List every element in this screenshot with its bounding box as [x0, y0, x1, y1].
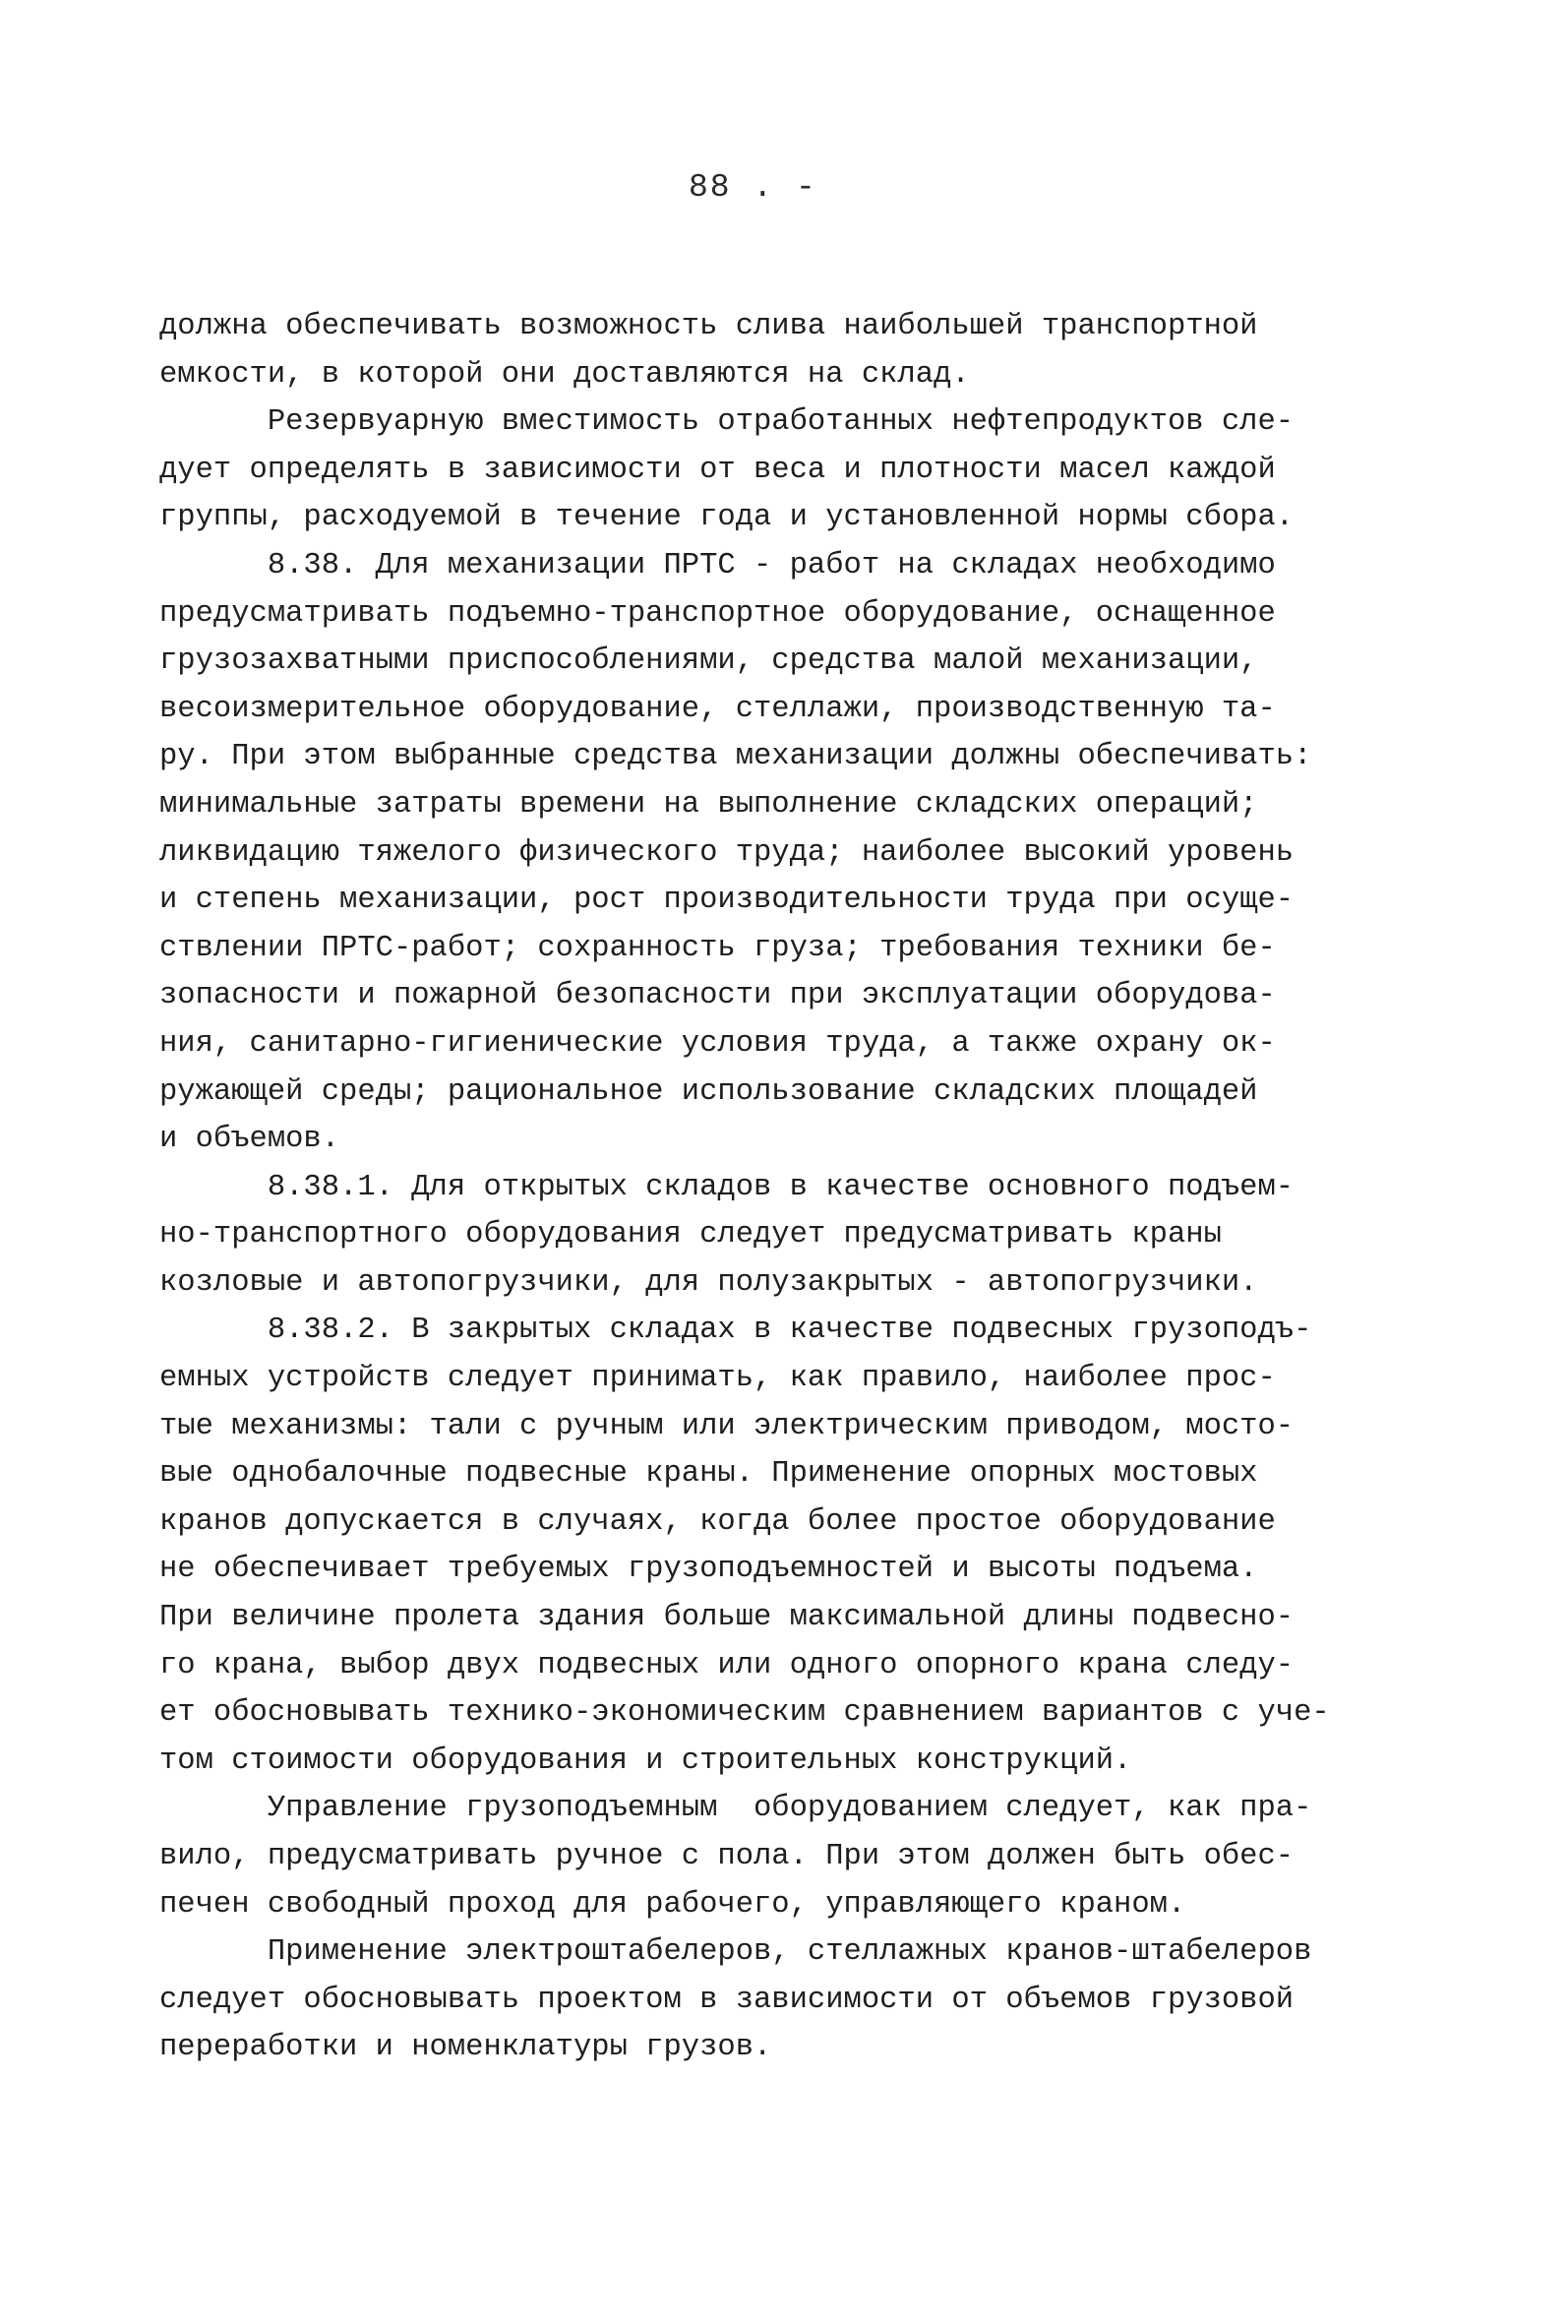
- text-line: не обеспечивает требуемых грузоподъемностей и высоты подъема.: [159, 1553, 1258, 1587]
- text-line: ружающей среды; рациональное использование складских площадей: [159, 1074, 1258, 1109]
- text-line: грузозахватными приспособлениями, средства малой механизации,: [159, 644, 1258, 679]
- text-line: следует обосновывать проектом в зависимости от объемов грузовой: [159, 1983, 1295, 2017]
- text-line: емных устройств следует принимать, как правило, наиболее прос-: [159, 1362, 1276, 1396]
- text-line: ет обосновывать технико-экономическим сравнением вариантов с уче-: [159, 1696, 1330, 1731]
- text-line: весоизмерительное оборудование, стеллажи, производственную та-: [159, 692, 1276, 726]
- text-line: зопасности и пожарной безопасности при эксплуатации оборудова-: [159, 979, 1276, 1013]
- text-line: группы, расходуемой в течение года и установленной нормы сбора.: [159, 501, 1295, 535]
- text-line: Управление грузоподъемным оборудованием следует, как пра-: [159, 1792, 1312, 1826]
- text-line: предусматривать подъемно-транспортное оборудование, оснащенное: [159, 596, 1276, 631]
- text-line: вые однобалочные подвесные краны. Применение опорных мостовых: [159, 1457, 1258, 1492]
- text-line: го крана, выбор двух подвесных или одного опорного крана следу-: [159, 1648, 1295, 1682]
- text-line: дует определять в зависимости от веса и плотности масел каждой: [159, 453, 1276, 487]
- text-line: должна обеспечивать возможность слива наибольшей транспортной: [159, 310, 1258, 343]
- text-line: 8.38. Для механизации ПРТС - работ на складах необходимо: [159, 548, 1276, 582]
- text-line: и степень механизации, рост производительности труда при осуще-: [159, 884, 1295, 918]
- text-line: ликвидацию тяжелого физического труда; наиболее высокий уровень: [159, 835, 1295, 870]
- text-line: Применение электроштабелеров, стеллажных кранов-штабелеров: [159, 1935, 1312, 1970]
- text-line: емкости, в которой они доставляются на склад.: [159, 357, 970, 392]
- text-line: козловые и автопогрузчики, для полузакрытых - автопогрузчики.: [159, 1265, 1258, 1300]
- page-number: 88 . -: [689, 169, 817, 206]
- text-line: переработки и номенклатуры грузов.: [159, 2031, 772, 2065]
- text-line: кранов допускается в случаях, когда более простое оборудование: [159, 1504, 1276, 1539]
- body-text: [159, 303, 1428, 2072]
- text-line: но-транспортного оборудования следует предусматривать краны: [159, 1218, 1222, 1253]
- text-line: и объемов.: [159, 1123, 340, 1157]
- text-line: том стоимости оборудования и строительных конструкций.: [159, 1743, 1132, 1778]
- text-line: При величине пролета здания больше максимальной длины подвесно-: [159, 1601, 1295, 1635]
- text-line: Резервуарную вместимость отработанных нефтепродуктов сле-: [159, 405, 1295, 440]
- text-line: печен свободный проход для рабочего, управляющего краном.: [159, 1887, 1186, 1922]
- text-line: вило, предусматривать ручное с пола. При этом должен быть обес-: [159, 1840, 1295, 1873]
- text-line: тые механизмы: тали с ручным или электрическим приводом, мосто-: [159, 1409, 1295, 1443]
- text-line: минимальные затраты времени на выполнение складских операций;: [159, 787, 1258, 822]
- text-line: 8.38.2. В закрытых складах в качестве подвесных грузоподъ-: [159, 1314, 1312, 1348]
- text-line: ния, санитарно-гигиенические условия труда, а также охрану ок-: [159, 1026, 1276, 1061]
- text-line: 8.38.1. Для открытых складов в качестве основного подъем-: [159, 1170, 1295, 1204]
- text-line: ствлении ПРТС-работ; сохранность груза; требования техники бе-: [159, 931, 1276, 965]
- text-line: ру. При этом выбранные средства механизации должны обеспечивать:: [159, 740, 1312, 774]
